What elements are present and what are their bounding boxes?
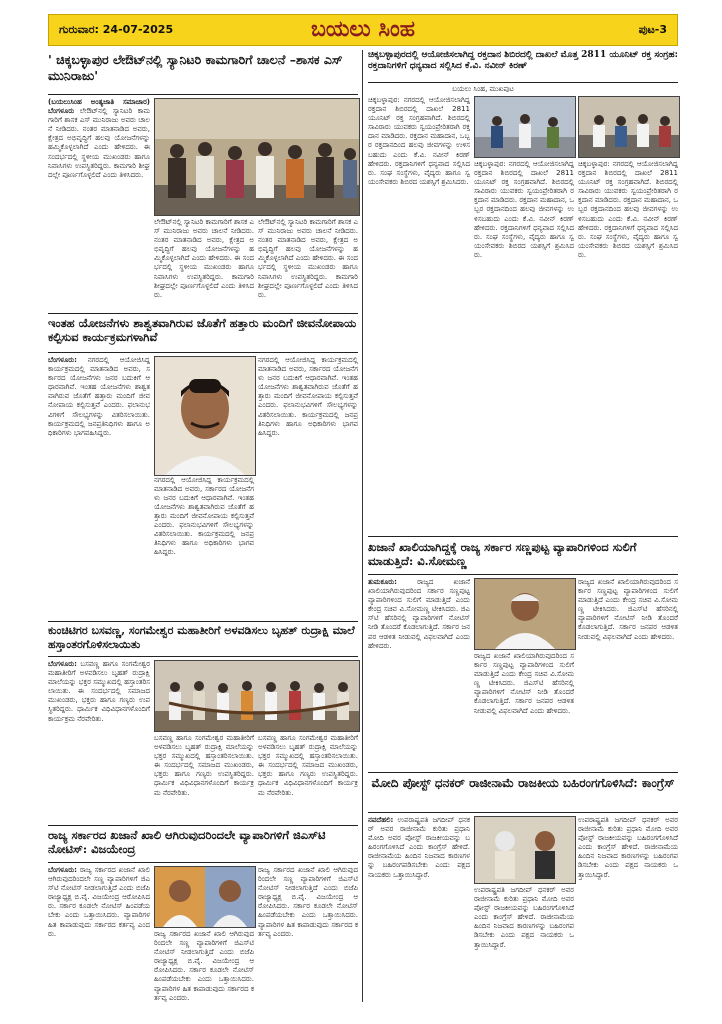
photo-sanitary-event	[154, 98, 360, 216]
issue-date: ಗುರುವಾರ: 24-07-2025	[59, 23, 174, 36]
blood-camp-image-2	[579, 97, 679, 157]
article-body-blood-3: ಚಿಕ್ಕಬಳ್ಳಾಪುರ: ನಗರದಲ್ಲಿ ಆಯೋಜಿಸಲಾಗಿದ್ದ ರಕ್ತದಾನ ಶಿಬಿರದಲ್ಲಿ ದಾಖಲೆ 2811 ಯೂನಿಟ್ ರಕ್ತ ಸಂಗ್ರಹವಾಗಿದೆ. ಶಿಬಿರದಲ್ಲಿ ಸಾವಿರಾರು ಯುವಕರು ಸ್ವಯಂಪ್ರೇರಿತರಾಗಿ ರಕ್ತದಾನ ಮಾಡಿದರು. ರಕ್ತದಾನ ಮಹಾದಾನ, ಒಬ್ಬರ ರಕ್ತದಾನದಿಂದ ಹಲವು ಜೀವಗಳನ್ನು ಉಳಿಸಬಹುದು ಎಂದು ಕೆ.ವಿ. ನವೀನ್ ಕಿರಣ್ ಹೇಳಿದರು. ರಕ್ತದಾನಿಗಳಿಗೆ ಧನ್ಯವಾದ ಸಲ್ಲಿಸಿದರು. ಸಂಘ ಸಂಸ್ಥೆಗಳು, ವೈದ್ಯರು ಹಾಗೂ ಸ್ವಯಂಸೇವಕರು ಶಿಬಿರದ ಯಶಸ್ಸಿಗೆ ಶ್ರಮಿಸಿದರು.	[578, 160, 678, 259]
politicians-photo-image	[155, 867, 255, 927]
page-number: ಪುಟ-3	[638, 23, 667, 36]
photo-blood-camp-2	[578, 96, 680, 158]
headline-blood-donation: ಚಿಕ್ಕಬಳ್ಳಾಪುರದಲ್ಲಿ ಆಯೋಜಿಸಲಾಗಿದ್ದ ರಕ್ತದಾನ ಶಿಬಿರದಲ್ಲಿ ದಾಖಲೆ ಮೊತ್ತ 2811 ಯೂನಿಟ್ ರಕ್ತ ಸಂಗ್ರಹ: ರಕ್ತದಾನಿಗಳಿಗೆ ಧನ್ಯವಾದ ಸಲ್ಲಿಸಿದ ಕೆ.ವಿ. ನವೀನ್ ಕಿರಣ್	[368, 50, 678, 72]
headline-basavanna: ಕುಂಚಿಟಿಗರ ಬಸವಣ್ಣ, ಸಂಗಮೇಶ್ವರ ಮಹಾತೀರಿಗೆ ಅಳವಡಿಸಲು ಬೃಹತ್ ರುದ್ರಾಕ್ಷಿ ಮಾಲೆ ಹಸ್ತಾಂತರಗೊಳಿಸಲಾಯಿತು	[48, 624, 355, 651]
photo-blood-camp-1	[474, 96, 576, 158]
divider	[48, 313, 358, 314]
photo-vijayendra	[154, 866, 256, 928]
blood-camp-image-1	[475, 97, 575, 157]
article-body-somanna-2: ರಾಜ್ಯದ ಖಜಾನೆ ಖಾಲಿಯಾಗಿರುವುದರಿಂದ ಸರ್ಕಾರ ಸಣ್ಣಪುಟ್ಟ ವ್ಯಾಪಾರಿಗಳಿಂದ ಸುಲಿಗೆ ಮಾಡುತ್ತಿದೆ ಎಂದು ಕೇಂದ್ರ ಸಚಿವ ವಿ.ಸೋಮಣ್ಣ ಟೀಕಿಸಿದರು. ಜಿಎಸ್‌ಟಿ ಹೆಸರಿನಲ್ಲಿ ವ್ಯಾಪಾರಿಗಳಿಗೆ ನೋಟಿಸ್ ನೀಡಿ ತೊಂದರೆ ಕೊಡಲಾಗುತ್ತಿದೆ. ಸರ್ಕಾರ ಜನಪರ ಆಡಳಿತ ನೀಡುವಲ್ಲಿ ವಿಫಲವಾಗಿದೆ ಎಂದು ಹೇಳಿದರು.	[474, 652, 574, 715]
divider	[368, 82, 678, 83]
photo-rudraksha-event	[154, 660, 360, 732]
article-body-blood: ಚಿಕ್ಕಬಳ್ಳಾಪುರ: ನಗರದಲ್ಲಿ ಆಯೋಜಿಸಲಾಗಿದ್ದ ರಕ್ತದಾನ ಶಿಬಿರದಲ್ಲಿ ದಾಖಲೆ 2811 ಯೂನಿಟ್ ರಕ್ತ ಸಂಗ್ರಹವಾಗಿದೆ. ಶಿಬಿರದಲ್ಲಿ ಸಾವಿರಾರು ಯುವಕರು ಸ್ವಯಂಪ್ರೇರಿತರಾಗಿ ರಕ್ತದಾನ ಮಾಡಿದರು. ರಕ್ತದಾನ ಮಹಾದಾನ, ಒಬ್ಬರ ರಕ್ತದಾನದಿಂದ ಹಲವು ಜೀವಗಳನ್ನು ಉಳಿಸಬಹುದು ಎಂದು ಕೆ.ವಿ. ನವೀನ್ ಕಿರಣ್ ಹೇಳಿದರು. ರಕ್ತದಾನಿಗಳಿಗೆ ಧನ್ಯವಾದ ಸಲ್ಲಿಸಿದರು. ಸಂಘ ಸಂಸ್ಥೆಗಳು, ವೈದ್ಯರು ಹಾಗೂ ಸ್ವಯಂಸೇವಕರು ಶಿಬಿರದ ಯಶಸ್ಸಿಗೆ ಶ್ರಮಿಸಿದರು.	[368, 96, 470, 186]
divider	[48, 352, 358, 353]
divider	[48, 94, 358, 95]
section-label: ಬಯಲು ಸಿಂಹ, ಮುಖಪುಟ	[452, 85, 514, 93]
article-body-dhankhar-2: ಉಪರಾಷ್ಟ್ರಪತಿ ಜಗದೀಪ್ ಧನಕರ್ ಅವರ ರಾಜೀನಾಮೆ ಕುರಿತು ಪ್ರಧಾನಿ ಮೋದಿ ಅವರ ಪೋಸ್ಟ್ ರಾಜಕೀಯವನ್ನು ಬಹಿರಂಗಗೊಳಿಸಿದೆ ಎಂದು ಕಾಂಗ್ರೆಸ್ ಹೇಳಿದೆ. ರಾಜೀನಾಮೆಯ ಹಿಂದಿನ ನಿಜವಾದ ಕಾರಣಗಳನ್ನು ಬಹಿರಂಗಪಡಿಸಬೇಕು ಎಂದು ಪಕ್ಷದ ನಾಯಕರು ಒತ್ತಾಯಿಸಿದ್ದಾರೆ.	[474, 886, 574, 949]
divider	[48, 862, 358, 863]
headline-dhankhar: ಮೋದಿ ಪೋಸ್ಟ್ ಧನಕರ್ ರಾಜೀನಾಮೆ ರಾಜಕೀಯ ಬಹಿರಂಗಗೊಳಿಸಿದೆ: ಕಾಂಗ್ರೆಸ್	[371, 776, 675, 790]
headline-somanna: ಖಜಾನೆ ಖಾಲಿಯಾಗಿದ್ದಕ್ಕೆ ರಾಜ್ಯ ಸರ್ಕಾರ ಸಣ್ಣಪುಟ್ಟ ವ್ಯಾಪಾರಿಗಳಿಂದ ಸುಲಿಗೆ ಮಾಡುತ್ತಿದೆ: ವಿ.ಸೋಮಣ್ಣ	[368, 540, 637, 569]
dhankhar-modi-image	[475, 817, 575, 883]
headline-sanitary: ' ಚಿಕ್ಕಬಳ್ಳಾಪುರ ಲೇಔಟ್‌ನಲ್ಲಿ ಸ್ಯಾನಿಟರಿ ಕಾಮಗಾರಿಗೆ ಚಾಲನೆ –ಶಾಸಕ ಎಸ್ ಮುನಿರಾಜು'	[48, 52, 343, 83]
headline-schemes: ಇಂತಹ ಯೋಜನೆಗಳು ಶಾಶ್ವತವಾಗಿರುವ ಜೊತೆಗೆ ಹತ್ತಾರು ಮಂದಿಗೆ ಜೀವನೋಪಾಯ ಕಲ್ಪಿಸುವ ಕಾರ್ಯಕ್ರಮಗಳಾಗಿವೆ	[48, 316, 357, 345]
article-body-schemes: ಬೆಂಗಳೂರು: ನಗರದಲ್ಲಿ ಆಯೋಜಿಸಿದ್ದ ಕಾರ್ಯಕ್ರಮದಲ್ಲಿ ಮಾತನಾಡಿದ ಅವರು, ಸರ್ಕಾರದ ಯೋಜನೆಗಳು ಜನರ ಬದುಕಿಗೆ ಆಧಾರವಾಗಿವೆ. ಇಂತಹ ಯೋಜನೆಗಳು ಶಾಶ್ವತವಾಗಿರುವ ಜೊತೆಗೆ ಹತ್ತಾರು ಮಂದಿಗೆ ಜೀವನೋಪಾಯ ಕಲ್ಪಿಸುತ್ತವೆ ಎಂದರು. ಫಲಾನುಭವಿಗಳಿಗೆ ಸೌಲಭ್ಯಗಳನ್ನು ವಿತರಿಸಲಾಯಿತು. ಕಾರ್ಯಕ್ರಮದಲ್ಲಿ ಜನಪ್ರತಿನಿಧಿಗಳು ಹಾಗೂ ಅಧಿಕಾರಿಗಳು ಭಾಗವಹಿಸಿದ್ದರು.	[48, 356, 150, 437]
article-body-basavanna-2: ಬಸವಣ್ಣ ಹಾಗೂ ಸಂಗಮೇಶ್ವರ ಮಹಾತೀರಿಗೆ ಅಳವಡಿಸಲು ಬೃಹತ್ ರುದ್ರಾಕ್ಷಿ ಮಾಲೆಯನ್ನು ಭಕ್ತರ ಸಮ್ಮುಖದಲ್ಲಿ ಹಸ್ತಾಂತರಿಸಲಾಯಿತು. ಈ ಸಂದರ್ಭದಲ್ಲಿ ಸಮಾಜದ ಮುಖಂಡರು, ಭಕ್ತರು ಹಾಗೂ ಗಣ್ಯರು ಉಪಸ್ಥಿತರಿದ್ದರು. ಧಾರ್ಮಿಕ ವಿಧಿವಿಧಾನಗಳೊಂದಿಗೆ ಕಾರ್ಯಕ್ರಮ ನೆರವೇರಿತು.	[154, 734, 254, 797]
article-body-schemes-3: ನಗರದಲ್ಲಿ ಆಯೋಜಿಸಿದ್ದ ಕಾರ್ಯಕ್ರಮದಲ್ಲಿ ಮಾತನಾಡಿದ ಅವರು, ಸರ್ಕಾರದ ಯೋಜನೆಗಳು ಜನರ ಬದುಕಿಗೆ ಆಧಾರವಾಗಿವೆ. ಇಂತಹ ಯೋಜನೆಗಳು ಶಾಶ್ವತವಾಗಿರುವ ಜೊತೆಗೆ ಹತ್ತಾರು ಮಂದಿಗೆ ಜೀವನೋಪಾಯ ಕಲ್ಪಿಸುತ್ತವೆ ಎಂದರು. ಫಲಾನುಭವಿಗಳಿಗೆ ಸೌಲಭ್ಯಗಳನ್ನು ವಿತರಿಸಲಾಯಿತು. ಕಾರ್ಯಕ್ರಮದಲ್ಲಿ ಜನಪ್ರತಿನಿಧಿಗಳು ಹಾಗೂ ಅಧಿಕಾರಿಗಳು ಭಾಗವಹಿಸಿದ್ದರು.	[258, 356, 358, 437]
article-body-sanitary-3: ಲೇಔಟ್‌ನಲ್ಲಿ ಸ್ಯಾನಿಟರಿ ಕಾಮಗಾರಿಗೆ ಶಾಸಕ ಎಸ್ ಮುನಿರಾಜು ಅವರು ಚಾಲನೆ ನೀಡಿದರು. ನಂತರ ಮಾತನಾಡಿದ ಅವರು, ಕ್ಷೇತ್ರದ ಅಭಿವೃದ್ಧಿಗೆ ಹಲವು ಯೋಜನೆಗಳನ್ನು ಹಮ್ಮಿಕೊಳ್ಳಲಾಗಿದೆ ಎಂದು ಹೇಳಿದರು. ಈ ಸಂದರ್ಭದಲ್ಲಿ ಸ್ಥಳೀಯ ಮುಖಂಡರು ಹಾಗೂ ನಿವಾಸಿಗಳು ಉಪಸ್ಥಿತರಿದ್ದರು. ಕಾಮಗಾರಿ ಶೀಘ್ರದಲ್ಲೇ ಪೂರ್ಣಗೊಳ್ಳಲಿದೆ ಎಂದು ತಿಳಿಸಿದರು.	[258, 218, 358, 299]
article-body-gst-2: ರಾಜ್ಯ ಸರ್ಕಾರದ ಖಜಾನೆ ಖಾಲಿ ಆಗಿರುವುದರಿಂದಲೇ ಸಣ್ಣ ವ್ಯಾಪಾರಿಗಳಿಗೆ ಜಿಎಸ್‌ಟಿ ನೋಟಿಸ್ ನೀಡಲಾಗುತ್ತಿದೆ ಎಂದು ಬಿಜೆಪಿ ರಾಜ್ಯಾಧ್ಯಕ್ಷ ಬಿ.ವೈ. ವಿಜಯೇಂದ್ರ ಆರೋಪಿಸಿದರು. ಸರ್ಕಾರ ಕೂಡಲೇ ನೋಟಿಸ್ ಹಿಂಪಡೆಯಬೇಕು ಎಂದು ಒತ್ತಾಯಿಸಿದರು. ವ್ಯಾಪಾರಿಗಳ ಹಿತ ಕಾಪಾಡುವುದು ಸರ್ಕಾರದ ಕರ್ತವ್ಯ ಎಂದರು.	[154, 930, 254, 1002]
masthead	[48, 14, 678, 46]
article-body-dhankhar-3: ಉಪರಾಷ್ಟ್ರಪತಿ ಜಗದೀಪ್ ಧನಕರ್ ಅವರ ರಾಜೀನಾಮೆ ಕುರಿತು ಪ್ರಧಾನಿ ಮೋದಿ ಅವರ ಪೋಸ್ಟ್ ರಾಜಕೀಯವನ್ನು ಬಹಿರಂಗಗೊಳಿಸಿದೆ ಎಂದು ಕಾಂಗ್ರೆಸ್ ಹೇಳಿದೆ. ರಾಜೀನಾಮೆಯ ಹಿಂದಿನ ನಿಜವಾದ ಕಾರಣಗಳನ್ನು ಬಹಿರಂಗಪಡಿಸಬೇಕು ಎಂದು ಪಕ್ಷದ ನಾಯಕರು ಒತ್ತಾಯಿಸಿದ್ದಾರೆ.	[578, 816, 678, 879]
photo-portrait	[154, 356, 256, 476]
newspaper-title: ಬಯಲು ಸಿಂಹ	[310, 16, 416, 42]
article-body-dhankhar: ನವದೆಹಲಿ: ಉಪರಾಷ್ಟ್ರಪತಿ ಜಗದೀಪ್ ಧನಕರ್ ಅವರ ರಾಜೀನಾಮೆ ಕುರಿತು ಪ್ರಧಾನಿ ಮೋದಿ ಅವರ ಪೋಸ್ಟ್ ರಾಜಕೀಯವನ್ನು ಬಹಿರಂಗಗೊಳಿಸಿದೆ ಎಂದು ಕಾಂಗ್ರೆಸ್ ಹೇಳಿದೆ. ರಾಜೀನಾಮೆಯ ಹಿಂದಿನ ನಿಜವಾದ ಕಾರಣಗಳನ್ನು ಬಹಿರಂಗಪಡಿಸಬೇಕು ಎಂದು ಪಕ್ಷದ ನಾಯಕರು ಒತ್ತಾಯಿಸಿದ್ದಾರೆ.	[368, 816, 470, 879]
group-photo-image	[155, 99, 359, 215]
divider	[368, 772, 678, 773]
article-body-gst-3: ರಾಜ್ಯ ಸರ್ಕಾರದ ಖಜಾನೆ ಖಾಲಿ ಆಗಿರುವುದರಿಂದಲೇ ಸಣ್ಣ ವ್ಯಾಪಾರಿಗಳಿಗೆ ಜಿಎಸ್‌ಟಿ ನೋಟಿಸ್ ನೀಡಲಾಗುತ್ತಿದೆ ಎಂದು ಬಿಜೆಪಿ ರಾಜ್ಯಾಧ್ಯಕ್ಷ ಬಿ.ವೈ. ವಿಜಯೇಂದ್ರ ಆರೋಪಿಸಿದರು. ಸರ್ಕಾರ ಕೂಡಲೇ ನೋಟಿಸ್ ಹಿಂಪಡೆಯಬೇಕು ಎಂದು ಒತ್ತಾಯಿಸಿದರು. ವ್ಯಾಪಾರಿಗಳ ಹಿತ ಕಾಪಾಡುವುದು ಸರ್ಕಾರದ ಕರ್ತವ್ಯ ಎಂದರು.	[258, 866, 358, 938]
divider	[48, 621, 358, 622]
newspaper-page	[38, 6, 686, 1008]
photo-somanna	[474, 578, 576, 650]
article-body-somanna-3: ರಾಜ್ಯದ ಖಜಾನೆ ಖಾಲಿಯಾಗಿರುವುದರಿಂದ ಸರ್ಕಾರ ಸಣ್ಣಪುಟ್ಟ ವ್ಯಾಪಾರಿಗಳಿಂದ ಸುಲಿಗೆ ಮಾಡುತ್ತಿದೆ ಎಂದು ಕೇಂದ್ರ ಸಚಿವ ವಿ.ಸೋಮಣ್ಣ ಟೀಕಿಸಿದರು. ಜಿಎಸ್‌ಟಿ ಹೆಸರಿನಲ್ಲಿ ವ್ಯಾಪಾರಿಗಳಿಗೆ ನೋಟಿಸ್ ನೀಡಿ ತೊಂದರೆ ಕೊಡಲಾಗುತ್ತಿದೆ. ಸರ್ಕಾರ ಜನಪರ ಆಡಳಿತ ನೀಡುವಲ್ಲಿ ವಿಫಲವಾಗಿದೆ ಎಂದು ಹೇಳಿದರು.	[578, 578, 678, 641]
article-body-blood-2: ಚಿಕ್ಕಬಳ್ಳಾಪುರ: ನಗರದಲ್ಲಿ ಆಯೋಜಿಸಲಾಗಿದ್ದ ರಕ್ತದಾನ ಶಿಬಿರದಲ್ಲಿ ದಾಖಲೆ 2811 ಯೂನಿಟ್ ರಕ್ತ ಸಂಗ್ರಹವಾಗಿದೆ. ಶಿಬಿರದಲ್ಲಿ ಸಾವಿರಾರು ಯುವಕರು ಸ್ವಯಂಪ್ರೇರಿತರಾಗಿ ರಕ್ತದಾನ ಮಾಡಿದರು. ರಕ್ತದಾನ ಮಹಾದಾನ, ಒಬ್ಬರ ರಕ್ತದಾನದಿಂದ ಹಲವು ಜೀವಗಳನ್ನು ಉಳಿಸಬಹುದು ಎಂದು ಕೆ.ವಿ. ನವೀನ್ ಕಿರಣ್ ಹೇಳಿದರು. ರಕ್ತದಾನಿಗಳಿಗೆ ಧನ್ಯವಾದ ಸಲ್ಲಿಸಿದರು. ಸಂಘ ಸಂಸ್ಥೆಗಳು, ವೈದ್ಯರು ಹಾಗೂ ಸ್ವಯಂಸೇವಕರು ಶಿಬಿರದ ಯಶಸ್ಸಿಗೆ ಶ್ರಮಿಸಿದರು.	[474, 160, 574, 259]
article-body-schemes-2: ನಗರದಲ್ಲಿ ಆಯೋಜಿಸಿದ್ದ ಕಾರ್ಯಕ್ರಮದಲ್ಲಿ ಮಾತನಾಡಿದ ಅವರು, ಸರ್ಕಾರದ ಯೋಜನೆಗಳು ಜನರ ಬದುಕಿಗೆ ಆಧಾರವಾಗಿವೆ. ಇಂತಹ ಯೋಜನೆಗಳು ಶಾಶ್ವತವಾಗಿರುವ ಜೊತೆಗೆ ಹತ್ತಾರು ಮಂದಿಗೆ ಜೀವನೋಪಾಯ ಕಲ್ಪಿಸುತ್ತವೆ ಎಂದರು. ಫಲಾನುಭವಿಗಳಿಗೆ ಸೌಲಭ್ಯಗಳನ್ನು ವಿತರಿಸಲಾಯಿತು. ಕಾರ್ಯಕ್ರಮದಲ್ಲಿ ಜನಪ್ರತಿನಿಧಿಗಳು ಹಾಗೂ ಅಧಿಕಾರಿಗಳು ಭಾಗವಹಿಸಿದ್ದರು.	[154, 476, 254, 556]
divider	[368, 536, 678, 537]
portrait-image	[155, 357, 255, 475]
article-body-sanitary-2: ಲೇಔಟ್‌ನಲ್ಲಿ ಸ್ಯಾನಿಟರಿ ಕಾಮಗಾರಿಗೆ ಶಾಸಕ ಎಸ್ ಮುನಿರಾಜು ಅವರು ಚಾಲನೆ ನೀಡಿದರು. ನಂತರ ಮಾತನಾಡಿದ ಅವರು, ಕ್ಷೇತ್ರದ ಅಭಿವೃದ್ಧಿಗೆ ಹಲವು ಯೋಜನೆಗಳನ್ನು ಹಮ್ಮಿಕೊಳ್ಳಲಾಗಿದೆ ಎಂದು ಹೇಳಿದರು. ಈ ಸಂದರ್ಭದಲ್ಲಿ ಸ್ಥಳೀಯ ಮುಖಂಡರು ಹಾಗೂ ನಿವಾಸಿಗಳು ಉಪಸ್ಥಿತರಿದ್ದರು. ಕಾಮಗಾರಿ ಶೀಘ್ರದಲ್ಲೇ ಪೂರ್ಣಗೊಳ್ಳಲಿದೆ ಎಂದು ತಿಳಿಸಿದರು.	[154, 218, 254, 299]
headline-gst: ರಾಜ್ಯ ಸರ್ಕಾರದ ಖಜಾನೆ ಖಾಲಿ ಆಗಿರುವುದರಿಂದಲೇ ವ್ಯಾಪಾರಿಗಳಿಗೆ ಜಿಎಸ್‌ಟಿ ನೋಟಿಸ್: ವಿಜಯೇಂದ್ರ	[48, 828, 326, 857]
divider	[48, 825, 358, 826]
column-divider	[362, 50, 363, 1002]
event-photo-image	[155, 661, 359, 731]
somanna-image	[475, 579, 575, 649]
article-body-gst: ಬೆಂಗಳೂರು: ರಾಜ್ಯ ಸರ್ಕಾರದ ಖಜಾನೆ ಖಾಲಿ ಆಗಿರುವುದರಿಂದಲೇ ಸಣ್ಣ ವ್ಯಾಪಾರಿಗಳಿಗೆ ಜಿಎಸ್‌ಟಿ ನೋಟಿಸ್ ನೀಡಲಾಗುತ್ತಿದೆ ಎಂದು ಬಿಜೆಪಿ ರಾಜ್ಯಾಧ್ಯಕ್ಷ ಬಿ.ವೈ. ವಿಜಯೇಂದ್ರ ಆರೋಪಿಸಿದರು. ಸರ್ಕಾರ ಕೂಡಲೇ ನೋಟಿಸ್ ಹಿಂಪಡೆಯಬೇಕು ಎಂದು ಒತ್ತಾಯಿಸಿದರು. ವ್ಯಾಪಾರಿಗಳ ಹಿತ ಕಾಪಾಡುವುದು ಸರ್ಕಾರದ ಕರ್ತವ್ಯ ಎಂದರು.	[48, 866, 150, 938]
divider	[48, 656, 358, 657]
article-body-somanna: ತುಮಕೂರು: ರಾಜ್ಯದ ಖಜಾನೆ ಖಾಲಿಯಾಗಿರುವುದರಿಂದ ಸರ್ಕಾರ ಸಣ್ಣಪುಟ್ಟ ವ್ಯಾಪಾರಿಗಳಿಂದ ಸುಲಿಗೆ ಮಾಡುತ್ತಿದೆ ಎಂದು ಕೇಂದ್ರ ಸಚಿವ ವಿ.ಸೋಮಣ್ಣ ಟೀಕಿಸಿದರು. ಜಿಎಸ್‌ಟಿ ಹೆಸರಿನಲ್ಲಿ ವ್ಯಾಪಾರಿಗಳಿಗೆ ನೋಟಿಸ್ ನೀಡಿ ತೊಂದರೆ ಕೊಡಲಾಗುತ್ತಿದೆ. ಸರ್ಕಾರ ಜನಪರ ಆಡಳಿತ ನೀಡುವಲ್ಲಿ ವಿಫಲವಾಗಿದೆ ಎಂದು ಹೇಳಿದರು.	[368, 578, 470, 650]
photo-dhankhar	[474, 816, 576, 884]
divider	[368, 812, 678, 813]
article-body-basavanna: ಬೆಂಗಳೂರು: ಬಸವಣ್ಣ ಹಾಗೂ ಸಂಗಮೇಶ್ವರ ಮಹಾತೀರಿಗೆ ಅಳವಡಿಸಲು ಬೃಹತ್ ರುದ್ರಾಕ್ಷಿ ಮಾಲೆಯನ್ನು ಭಕ್ತರ ಸಮ್ಮುಖದಲ್ಲಿ ಹಸ್ತಾಂತರಿಸಲಾಯಿತು. ಈ ಸಂದರ್ಭದಲ್ಲಿ ಸಮಾಜದ ಮುಖಂಡರು, ಭಕ್ತರು ಹಾಗೂ ಗಣ್ಯರು ಉಪಸ್ಥಿತರಿದ್ದರು. ಧಾರ್ಮಿಕ ವಿಧಿವಿಧಾನಗಳೊಂದಿಗೆ ಕಾರ್ಯಕ್ರಮ ನೆರವೇರಿತು.	[48, 660, 150, 723]
article-body-sanitary: (ಬಯಲುಸಿಂಹ ಅಂತ್ಯಜಾತಿ ಸಮಾಚಾರ) ಬೆಂಗಳೂರು ಲೇಔಟ್‌ನಲ್ಲಿ ಸ್ಯಾನಿಟರಿ ಕಾಮಗಾರಿಗೆ ಶಾಸಕ ಎಸ್ ಮುನಿರಾಜು ಅವರು ಚಾಲನೆ ನೀಡಿದರು. ನಂತರ ಮಾತನಾಡಿದ ಅವರು, ಕ್ಷೇತ್ರದ ಅಭಿವೃದ್ಧಿಗೆ ಹಲವು ಯೋಜನೆಗಳನ್ನು ಹಮ್ಮಿಕೊಳ್ಳಲಾಗಿದೆ ಎಂದು ಹೇಳಿದರು. ಈ ಸಂದರ್ಭದಲ್ಲಿ ಸ್ಥಳೀಯ ಮುಖಂಡರು ಹಾಗೂ ನಿವಾಸಿಗಳು ಉಪಸ್ಥಿತರಿದ್ದರು. ಕಾಮಗಾರಿ ಶೀಘ್ರದಲ್ಲೇ ಪೂರ್ಣಗೊಳ್ಳಲಿದೆ ಎಂದು ತಿಳಿಸಿದರು.	[48, 98, 150, 179]
article-body-basavanna-3: ಬಸವಣ್ಣ ಹಾಗೂ ಸಂಗಮೇಶ್ವರ ಮಹಾತೀರಿಗೆ ಅಳವಡಿಸಲು ಬೃಹತ್ ರುದ್ರಾಕ್ಷಿ ಮಾಲೆಯನ್ನು ಭಕ್ತರ ಸಮ್ಮುಖದಲ್ಲಿ ಹಸ್ತಾಂತರಿಸಲಾಯಿತು. ಈ ಸಂದರ್ಭದಲ್ಲಿ ಸಮಾಜದ ಮುಖಂಡರು, ಭಕ್ತರು ಹಾಗೂ ಗಣ್ಯರು ಉಪಸ್ಥಿತರಿದ್ದರು. ಧಾರ್ಮಿಕ ವಿಧಿವಿಧಾನಗಳೊಂದಿಗೆ ಕಾರ್ಯಕ್ರಮ ನೆರವೇರಿತು.	[258, 734, 358, 797]
divider	[368, 574, 678, 575]
